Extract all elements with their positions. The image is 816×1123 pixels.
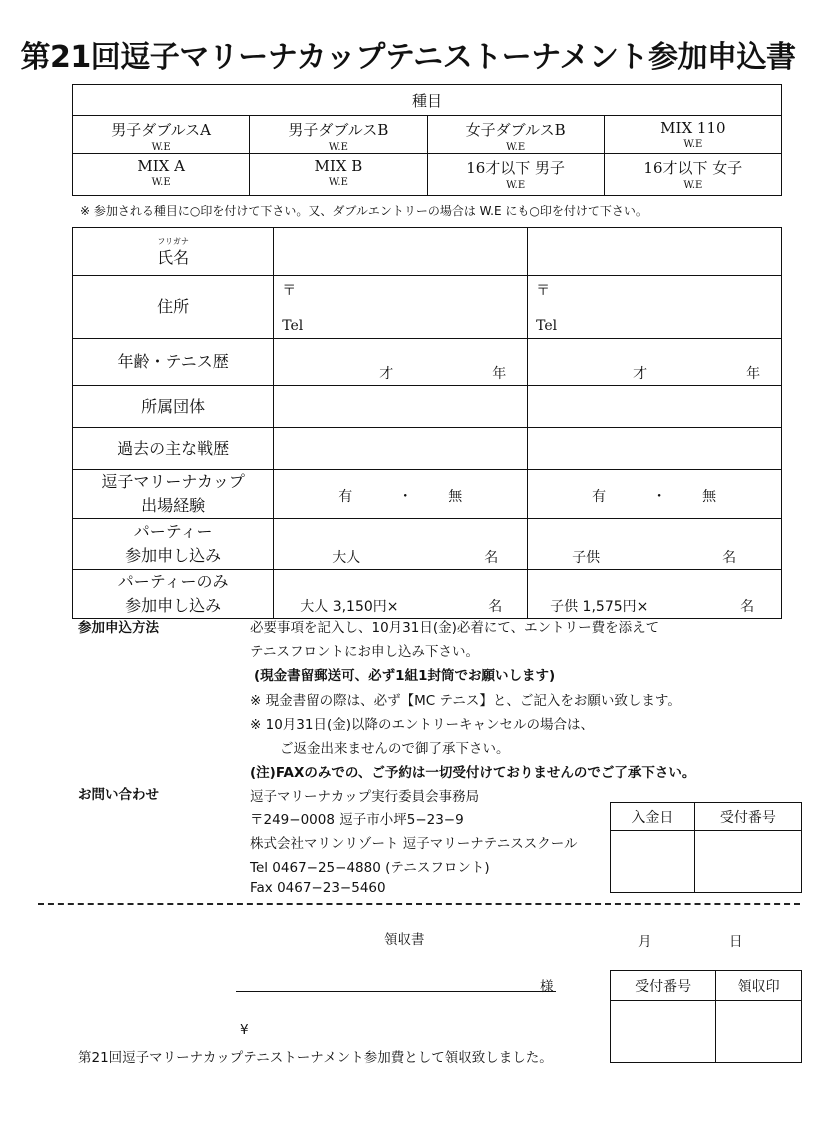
receipt-month: 月: [638, 934, 652, 950]
contact-line: 〒249−0008 逗子市小坪5−23−9: [250, 812, 464, 828]
record-field-1[interactable]: [274, 428, 528, 470]
tel-label: Tel: [536, 318, 558, 334]
years-unit: 年: [746, 366, 761, 382]
name-field-2[interactable]: [528, 228, 782, 276]
event-cell[interactable]: [250, 154, 427, 196]
apply-line: (現金書留郵送可、必ず1組1封筒でお願いします): [254, 668, 556, 684]
address-field-1[interactable]: [274, 276, 528, 339]
receipt-statement: 第21回逗子マリーナカップテニストーナメント参加費として領収致しました。: [78, 1050, 553, 1066]
experience-field-2[interactable]: [528, 470, 782, 519]
we-label: W.E: [328, 142, 348, 153]
apply-line: 必要事項を記入し、10月31日(金)必着にて、エントリー費を添えて: [250, 620, 660, 636]
experience-label-line2: 出場経験: [141, 496, 206, 515]
yes-option[interactable]: 有: [338, 489, 353, 505]
apply-line: ※ 10月31日(金)以降のエントリーキャンセルの場合は、: [250, 717, 594, 733]
event-name: 男子ダブルスA: [111, 121, 212, 139]
party-field-adult[interactable]: [274, 519, 528, 570]
recipient-line[interactable]: [236, 991, 556, 992]
name-label-cell: [73, 228, 274, 276]
persons-unit: 名: [484, 550, 499, 566]
event-cell[interactable]: [73, 116, 250, 154]
contact-line: Fax 0467−23−5460: [250, 880, 386, 896]
receipt-title: 領収書: [384, 932, 425, 948]
age-field-1[interactable]: [274, 339, 528, 386]
experience-label-line1: 逗子マリーナカップ: [101, 472, 245, 491]
we-label: W.E: [151, 142, 171, 153]
event-name: 16才以下 男子: [466, 159, 566, 177]
age-unit: 才: [633, 366, 648, 382]
party-only-label: [73, 570, 274, 619]
we-label: W.E: [506, 142, 526, 153]
event-cell[interactable]: [604, 116, 781, 154]
party-only-field-adult[interactable]: [274, 570, 528, 619]
child-label: 子供: [572, 550, 601, 566]
party-label-line2: 参加申し込み: [125, 546, 222, 565]
org-field-1[interactable]: [274, 386, 528, 428]
event-cell[interactable]: [73, 154, 250, 196]
reception-number-field[interactable]: [694, 831, 801, 893]
age-field-2[interactable]: [528, 339, 782, 386]
receipt-stamp-header: 領収印: [716, 971, 802, 1001]
separator-dot: ・: [398, 489, 413, 505]
org-label: 所属団体: [73, 386, 274, 428]
persons-unit: 名: [488, 599, 503, 615]
event-table: [72, 84, 782, 196]
party-label-line1: パーティー: [133, 522, 213, 541]
apply-line: (注)FAXのみでの、ご予約は一切受付けておりませんのでご了承下さい。: [250, 765, 696, 781]
event-cell[interactable]: [250, 116, 427, 154]
we-label: W.E: [328, 177, 348, 188]
contact-line: 株式会社マリンリゾート 逗子マリーナテニススクール: [250, 836, 578, 852]
we-label: W.E: [151, 177, 171, 188]
apply-heading: 参加申込方法: [78, 620, 159, 636]
we-label: W.E: [683, 139, 703, 150]
we-label: W.E: [683, 180, 703, 191]
payment-date-field[interactable]: [611, 831, 695, 893]
age-unit: 才: [379, 366, 394, 382]
postal-mark: 〒: [536, 283, 551, 299]
event-note: ※ 参加される種目に○印を付けて下さい。又、ダブルエントリーの場合は W.E にも○印を付けて下さい。: [80, 204, 648, 218]
address-label: 住所: [73, 276, 274, 339]
child-price: 子供 1,575円×: [550, 599, 649, 615]
contact-heading: お問い合わせ: [78, 787, 159, 803]
party-only-label-line2: 参加申し込み: [125, 596, 222, 615]
apply-line: ご返金出来ませんので御了承下さい。: [280, 741, 510, 757]
persons-unit: 名: [740, 599, 755, 615]
experience-field-1[interactable]: [274, 470, 528, 519]
receipt-day: 日: [729, 934, 743, 950]
event-cell[interactable]: [427, 116, 604, 154]
separator-dot: ・: [652, 489, 667, 505]
org-field-2[interactable]: [528, 386, 782, 428]
event-table-header: 種目: [73, 85, 782, 116]
furigana-label: フリガナ: [157, 236, 189, 246]
apply-line: テニスフロントにお申し込み下さい。: [250, 644, 479, 660]
years-unit: 年: [492, 366, 507, 382]
we-label: W.E: [506, 180, 526, 191]
event-name: 16才以下 女子: [643, 159, 743, 177]
contact-line: Tel 0467−25−4880 (テニスフロント): [250, 860, 490, 876]
party-only-label-line1: パーティーのみ: [117, 572, 229, 591]
cut-line: [38, 903, 800, 905]
event-name: 女子ダブルスB: [465, 121, 566, 139]
adult-price: 大人 3,150円×: [300, 599, 399, 615]
entry-table: [72, 227, 782, 619]
party-label: [73, 519, 274, 570]
party-field-child[interactable]: [528, 519, 782, 570]
event-name: MIX A: [137, 157, 185, 175]
event-name: MIX 110: [660, 119, 726, 137]
age-label: 年齢・テニス歴: [73, 339, 274, 386]
sama-label: 様: [540, 979, 554, 995]
yen-mark: ¥: [240, 1022, 249, 1038]
persons-unit: 名: [722, 550, 737, 566]
adult-label: 大人: [332, 550, 361, 566]
office-use-box: [610, 802, 802, 893]
apply-line: ※ 現金書留の際は、必ず【MC テニス】と、ご記入をお願い致します。: [250, 693, 681, 709]
record-field-2[interactable]: [528, 428, 782, 470]
event-cell[interactable]: [427, 154, 604, 196]
no-option[interactable]: 無: [702, 489, 717, 505]
party-only-field-child[interactable]: [528, 570, 782, 619]
receipt-box: [610, 970, 802, 1063]
record-label: 過去の主な戦歴: [73, 428, 274, 470]
tel-label: Tel: [282, 318, 304, 334]
payment-date-header: 入金日: [611, 803, 695, 831]
name-label: 氏名: [157, 247, 190, 267]
receipt-number-field[interactable]: [611, 1001, 716, 1063]
contact-line: 逗子マリーナカップ実行委員会事務局: [250, 789, 480, 805]
experience-label: [73, 470, 274, 519]
name-field-1[interactable]: [274, 228, 528, 276]
receipt-stamp-field[interactable]: [716, 1001, 802, 1063]
page-title: 第21回逗子マリーナカップテニストーナメント参加申込書: [20, 40, 796, 75]
no-option[interactable]: 無: [448, 489, 463, 505]
address-field-2[interactable]: [528, 276, 782, 339]
yes-option[interactable]: 有: [592, 489, 607, 505]
event-cell[interactable]: [604, 154, 781, 196]
receipt-number-header: 受付番号: [611, 971, 716, 1001]
postal-mark: 〒: [282, 283, 297, 299]
event-name: 男子ダブルスB: [288, 121, 389, 139]
event-name: MIX B: [314, 157, 363, 175]
reception-number-header: 受付番号: [694, 803, 801, 831]
